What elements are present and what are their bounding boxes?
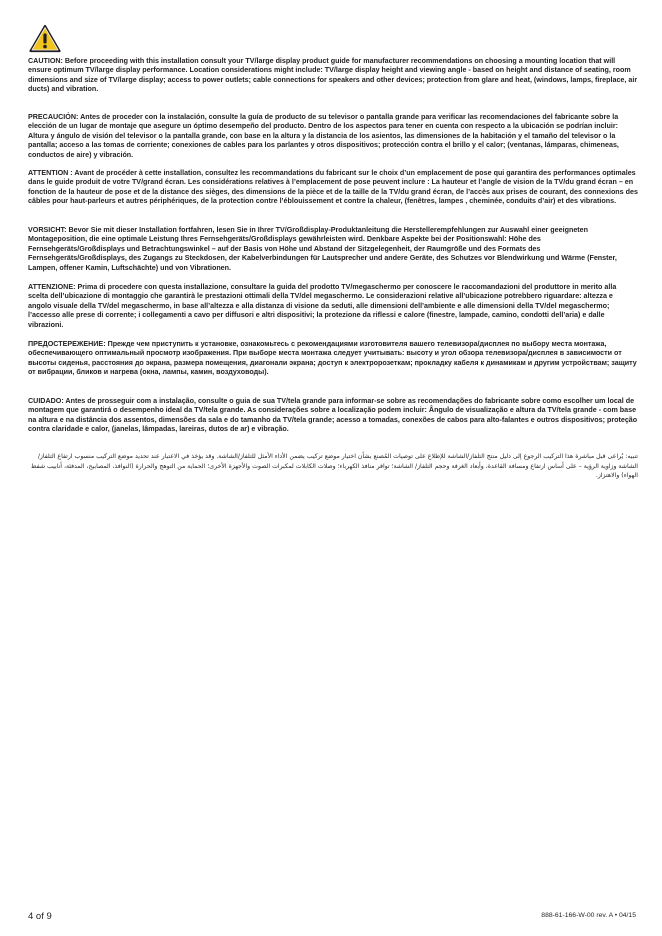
caution-label-spanish: PRECAUCIÓN: [28,113,79,121]
caution-label-german: VORSICHT: [28,226,67,234]
caution-text-german: Bevor Sie mit dieser Installation fortfahren, lesen Sie in Ihrer TV/Großdisplay-Produktanleitung die Herstellerempfehlungen zur Auswahl einer geeigneten Montageposition, die eine optimale Leistung Ihres Fernsehgeräts/Großdisplays gewährleisten wird. Denkbare Aspekte bei der Positionswahl: Höhe des Fernsehgeräts/Großdisplays und Betrachtungswinkel – auf der Basis von Höhe und Abstand der Sitzgelegenheit, der Raumgröße und des Formats des Fernsehgeräts/Großdisplays, des Zugangs zu Steckdosen, der Kabelverbindungen für Lautsprecher und andere Geräte, des Schutzes vor Blendwirkung und Wärme (Fenster, Lampen, offener Kamin, Luftschächte) und von Vibrationen. [28,226,617,272]
caution-paragraph-spanish [28,113,638,160]
caution-paragraph-english [28,57,638,95]
caution-text-italian: Prima di procedere con questa installazione, consultare la guida del prodotto TV/megaschermo per conoscere le raccomandazioni del produttore in merito alla scelta dell’ubicazione di montaggio che garantirà le prestazioni ottimali della TV/del megaschermo. Le considerazioni relative all’ubicazione potrebbero riguardare: altezza e angolo visuale della TV/del megaschermo, in base all’altezza e alla distanza di visione da seduti, alle dimensioni dell’ambiente e alle dimensioni della TV/del megaschermo; l’accesso alle prese di corrente; i collegamenti a cavo per diffusori e altri dispositivi; la protezione da riflessi e calore (finestre, lampade, camino, condotti dell’aria) e dalle vibrazioni. [28,283,617,329]
caution-text-arabic: تنبيه: يُراعى قبل مباشرة هذا التركيب الرجوع إلى دليل منتج التلفاز/الشاشة للإطلاع على توصيات المُصنع بشأن اختيار موضع تركيب يضمن الأداء الأمثل للتلفاز/الشاشة. وقد يؤخذ في الاعتبار عند تحديد موضع التركيب منسوب ارتفاع التلفاز/ الشاشة وزاوية الرؤية – على أساس ارتفاع ومسافة القاعدة، وأبعاد الغرفة وحجم التلفاز/ الشاشة؛ توافر منافذ الكهرباء؛ وصلات الكابلات لمكبرات الصوت والأجهزة الأخرى؛ الحماية من التوهج والحرارة (النوافذ، المصابيح، المدفئة، أنابيب شفط الهواء) والاهتزاز. [30,453,638,480]
caution-label-russian: ПРЕДОСТЕРЕЖЕНИЕ: [28,340,106,348]
caution-paragraph-russian [28,340,638,378]
caution-text-spanish: Antes de proceder con la instalación, consulte la guía de producto de su televisor o pantalla grande para verificar las recomendaciones del fabricante sobre la elección de un lugar de montaje que asegure un óptimo desempeño del producto. Dentro de los aspectos para tener en cuenta con respecto a la ubicación se podrían incluir: Altura y ángulo de visión del televisor o la pantalla grande, con base en la altura y la distancia de los asientos, las dimensiones de la habitación y el tamaño del televisor o la pantalla; acceso a las tomas de corriente; conexiones de cables para los parlantes y otros dispositivos; protección contra el brillo y el calor; (ventanas, lámparas, chimeneas, conductos de aire) y vibración. [28,113,619,159]
caution-label-italian: ATTENZIONE: [28,283,76,291]
caution-text-english: Before proceeding with this installation consult your TV/large display product guide for manufacturer recommendations on choosing a mounting location that will ensure optimum TV/large display performance. Location considerations might include: TV/large display height and viewing angle - based on height and distance of seating, room dimensions and size of TV/large display; access to power outlets; cable connections for speakers and other devices; protection from glare and heat, (windows, lamps, fireplace, air ducts) and vibration. [28,57,638,94]
caution-paragraph-italian [28,283,638,330]
caution-label-portuguese: CUIDADO: [28,397,64,405]
caution-paragraph-french [28,169,638,207]
caution-text-french: Avant de procéder à cette installation, consultez les recommandations du fabricant sur le choix d’un emplacement de pose qui garantira des performances optimales dans le guide produit de votre TV/grand écran. Les considérations relatives à l’emplacement de pose peuvent inclure : La hauteur et l’angle de vision de la TV/du grand écran – en fonction de la hauteur de pose et de la distance des sièges, des dimensions de la pièce et de la taille de la TV/du grand écran, de l’accès aux prises de courant, des connexions des câbles pour haut-parleurs et autres périphériques, de la protection contre l’éblouissement et contre la chaleur, (fenêtres, lampes , cheminée, conduits d’air) et des vibrations. [28,169,638,206]
page-number: 4 of 9 [28,911,52,922]
document-code: 888-61-166-W-00 rev. A • 04/15 [541,912,636,919]
caution-text-russian: Прежде чем приступить к установке, ознакомьтесь с рекомендациями изготовителя вашего телевизора/дисплея по выбору места монтажа, обеспечивающего оптимальный просмотр изображения. При выборе места монтажа следует учитывать: высоту и угол обзора телевизора/дисплея в зависимости от высоты сиденья, расстояния до экрана, размера помещения, диагонали экрана; доступ к электророзеткам; прокладку кабеля к динамикам и другим устройствам; защиту от вибрации, бликов и нагрева (окна, лампы, камин, воздуховоды). [28,340,637,377]
caution-label-french: ATTENTION : [28,169,73,177]
caution-paragraph-german [28,226,638,273]
caution-paragraph-arabic [28,452,638,481]
caution-label-english: CAUTION: [28,57,63,65]
caution-text-portuguese: Antes de prosseguir com a instalação, consulte o guia de sua TV/tela grande para informar-se sobre as recomendações do fabricante sobre como escolher um local de montagem que garantirá o desempenho ideal da TV/tela grande. As considerações sobre a localização podem incluir: Ângulo de visualização e altura da TV/tela grande - com base na altura e na distância dos assentos, dimensões da sala e do tamanho da TV/tela grande; acesso a tomadas, conexões de cabos para alto-falantes e outros dispositivos; proteção contra claridade e calor, (janelas, lâmpadas, lareiras, dutos de ar) e vibração. [28,397,638,434]
caution-paragraph-portuguese [28,397,638,435]
warning-triangle-icon [29,24,61,53]
